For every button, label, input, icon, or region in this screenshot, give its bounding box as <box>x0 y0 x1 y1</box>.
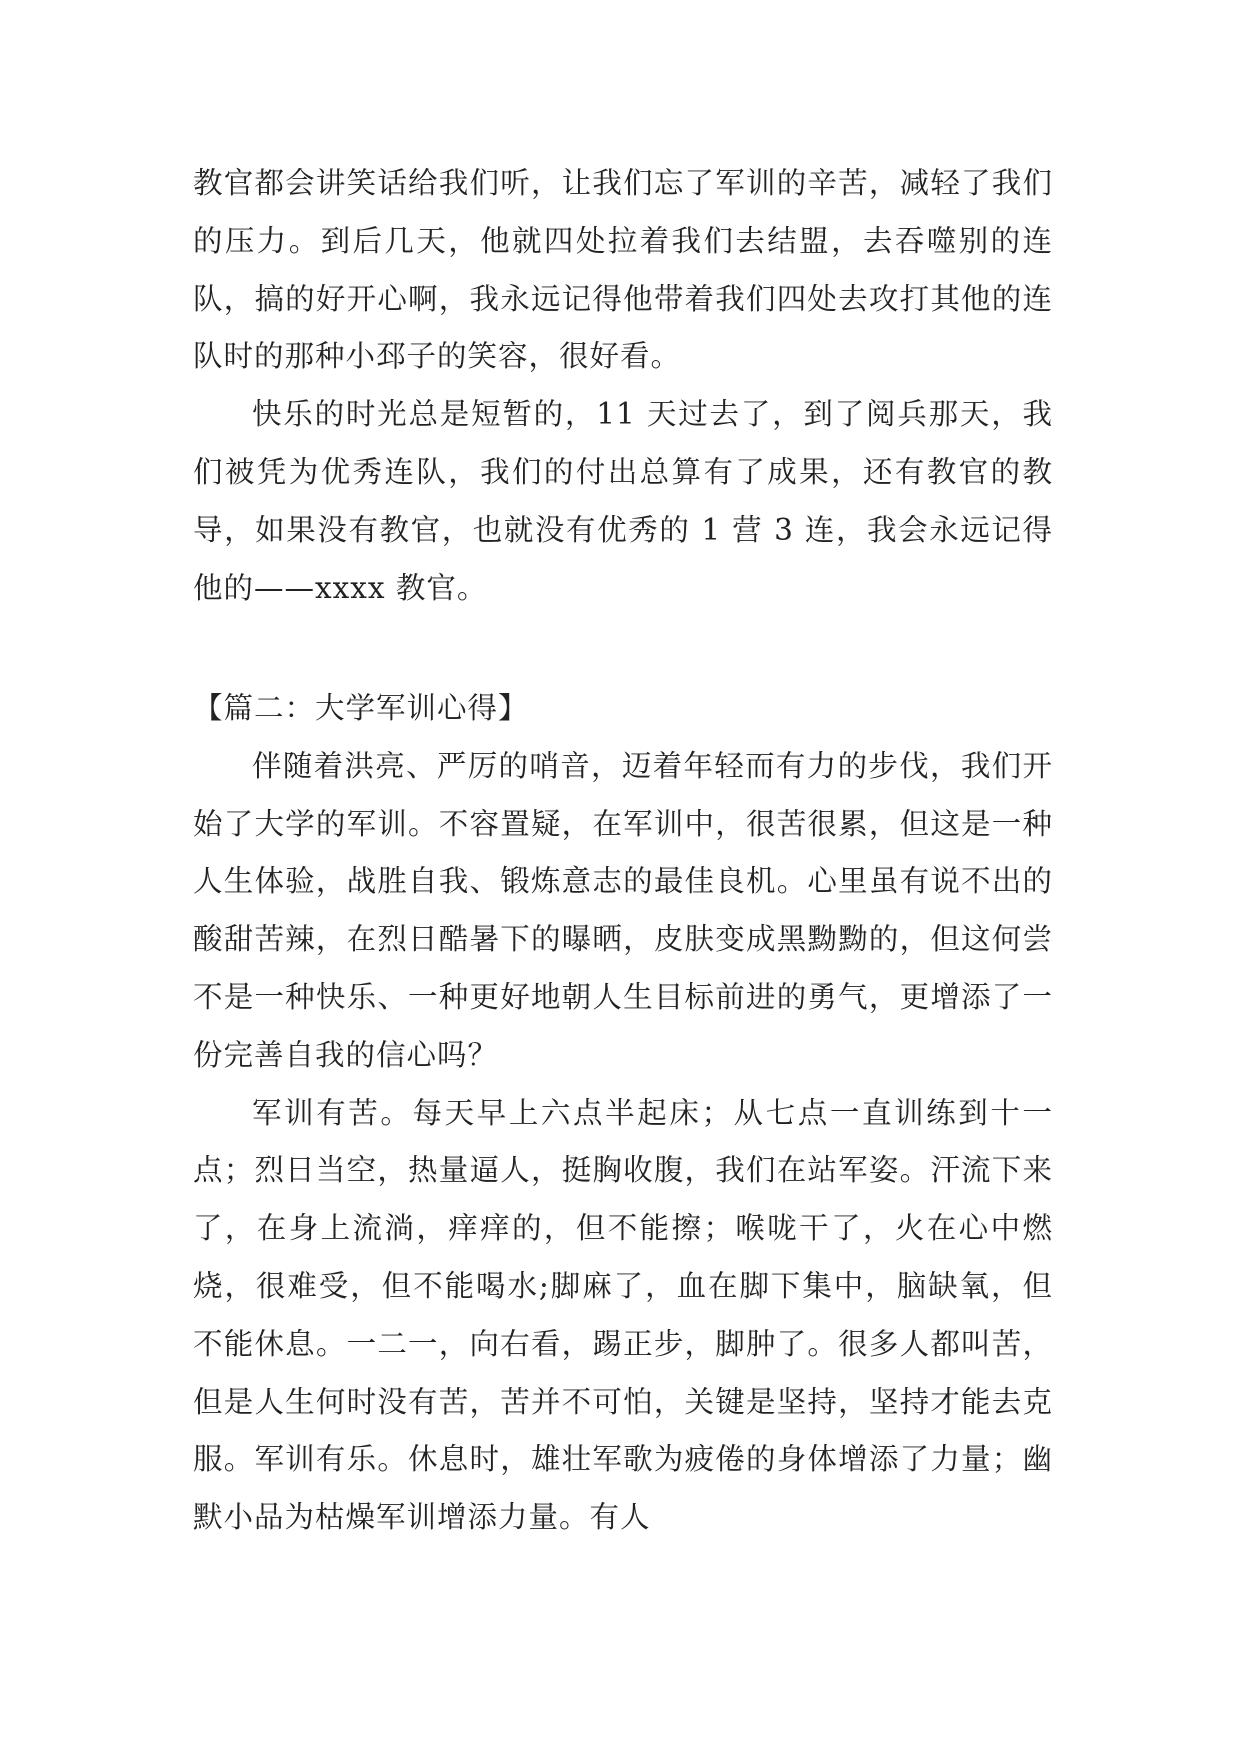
paragraph-parade-day: 快乐的时光总是短暂的，11 天过去了，到了阅兵那天，我们被凭为优秀连队，我们的付出总算有了成果，还有教官的教导，如果没有教官，也就没有优秀的 1 营 3 连，我会永远记得他的——xxxx 教官。 <box>193 397 1053 605</box>
paragraph-training-begins: 伴随着洪亮、严厉的哨音，迈着年轻而有力的步伐，我们开始了大学的军训。不容置疑，在军训中，很苦很累，但这是一种人生体验，战胜自我、锻炼意志的最佳良机。心里虽有说不出的酸甜苦辣，在烈日酷暑下的曝晒，皮肤变成黑黝黝的，但这何尝不是一种快乐、一种更好地朝人生目标前进的勇气，更增添了一份完善自我的信心吗？ <box>193 748 1053 1072</box>
paragraph-training-hardship: 军训有苦。每天早上六点半起床；从七点一直训练到十一点；烈日当空，热量逼人，挺胸收腹，我们在站军姿。汗流下来了，在身上流淌，痒痒的，但不能擦；喉咙干了，火在心中燃烧，很难受，但不能喝水;脚麻了，血在脚下集中，脑缺氧，但不能休息。一二一，向右看，踢正步，脚肿了。很多人都叫苦，但是人生何时没有苦，苦并不可怕，关键是坚持，坚持才能去克服。军训有乐。休息时，雄壮军歌为疲倦的身体增添了力量；幽默小品为枯燥军训增添力量。有人 <box>193 1095 1053 1535</box>
paragraph-instructor-jokes: 教官都会讲笑话给我们听，让我们忘了军训的辛苦，减轻了我们的压力。到后几天，他就四处拉着我们去结盟，去吞噬别的连队，搞的好开心啊，我永远记得他带着我们四处去攻打其他的连队时的那种小邳子的笑容，很好看。 <box>193 166 1053 374</box>
section-heading: 【篇二：大学军训心得】 <box>193 691 529 725</box>
section-one-text <box>193 155 1053 617</box>
section-two-text <box>193 680 1053 1547</box>
